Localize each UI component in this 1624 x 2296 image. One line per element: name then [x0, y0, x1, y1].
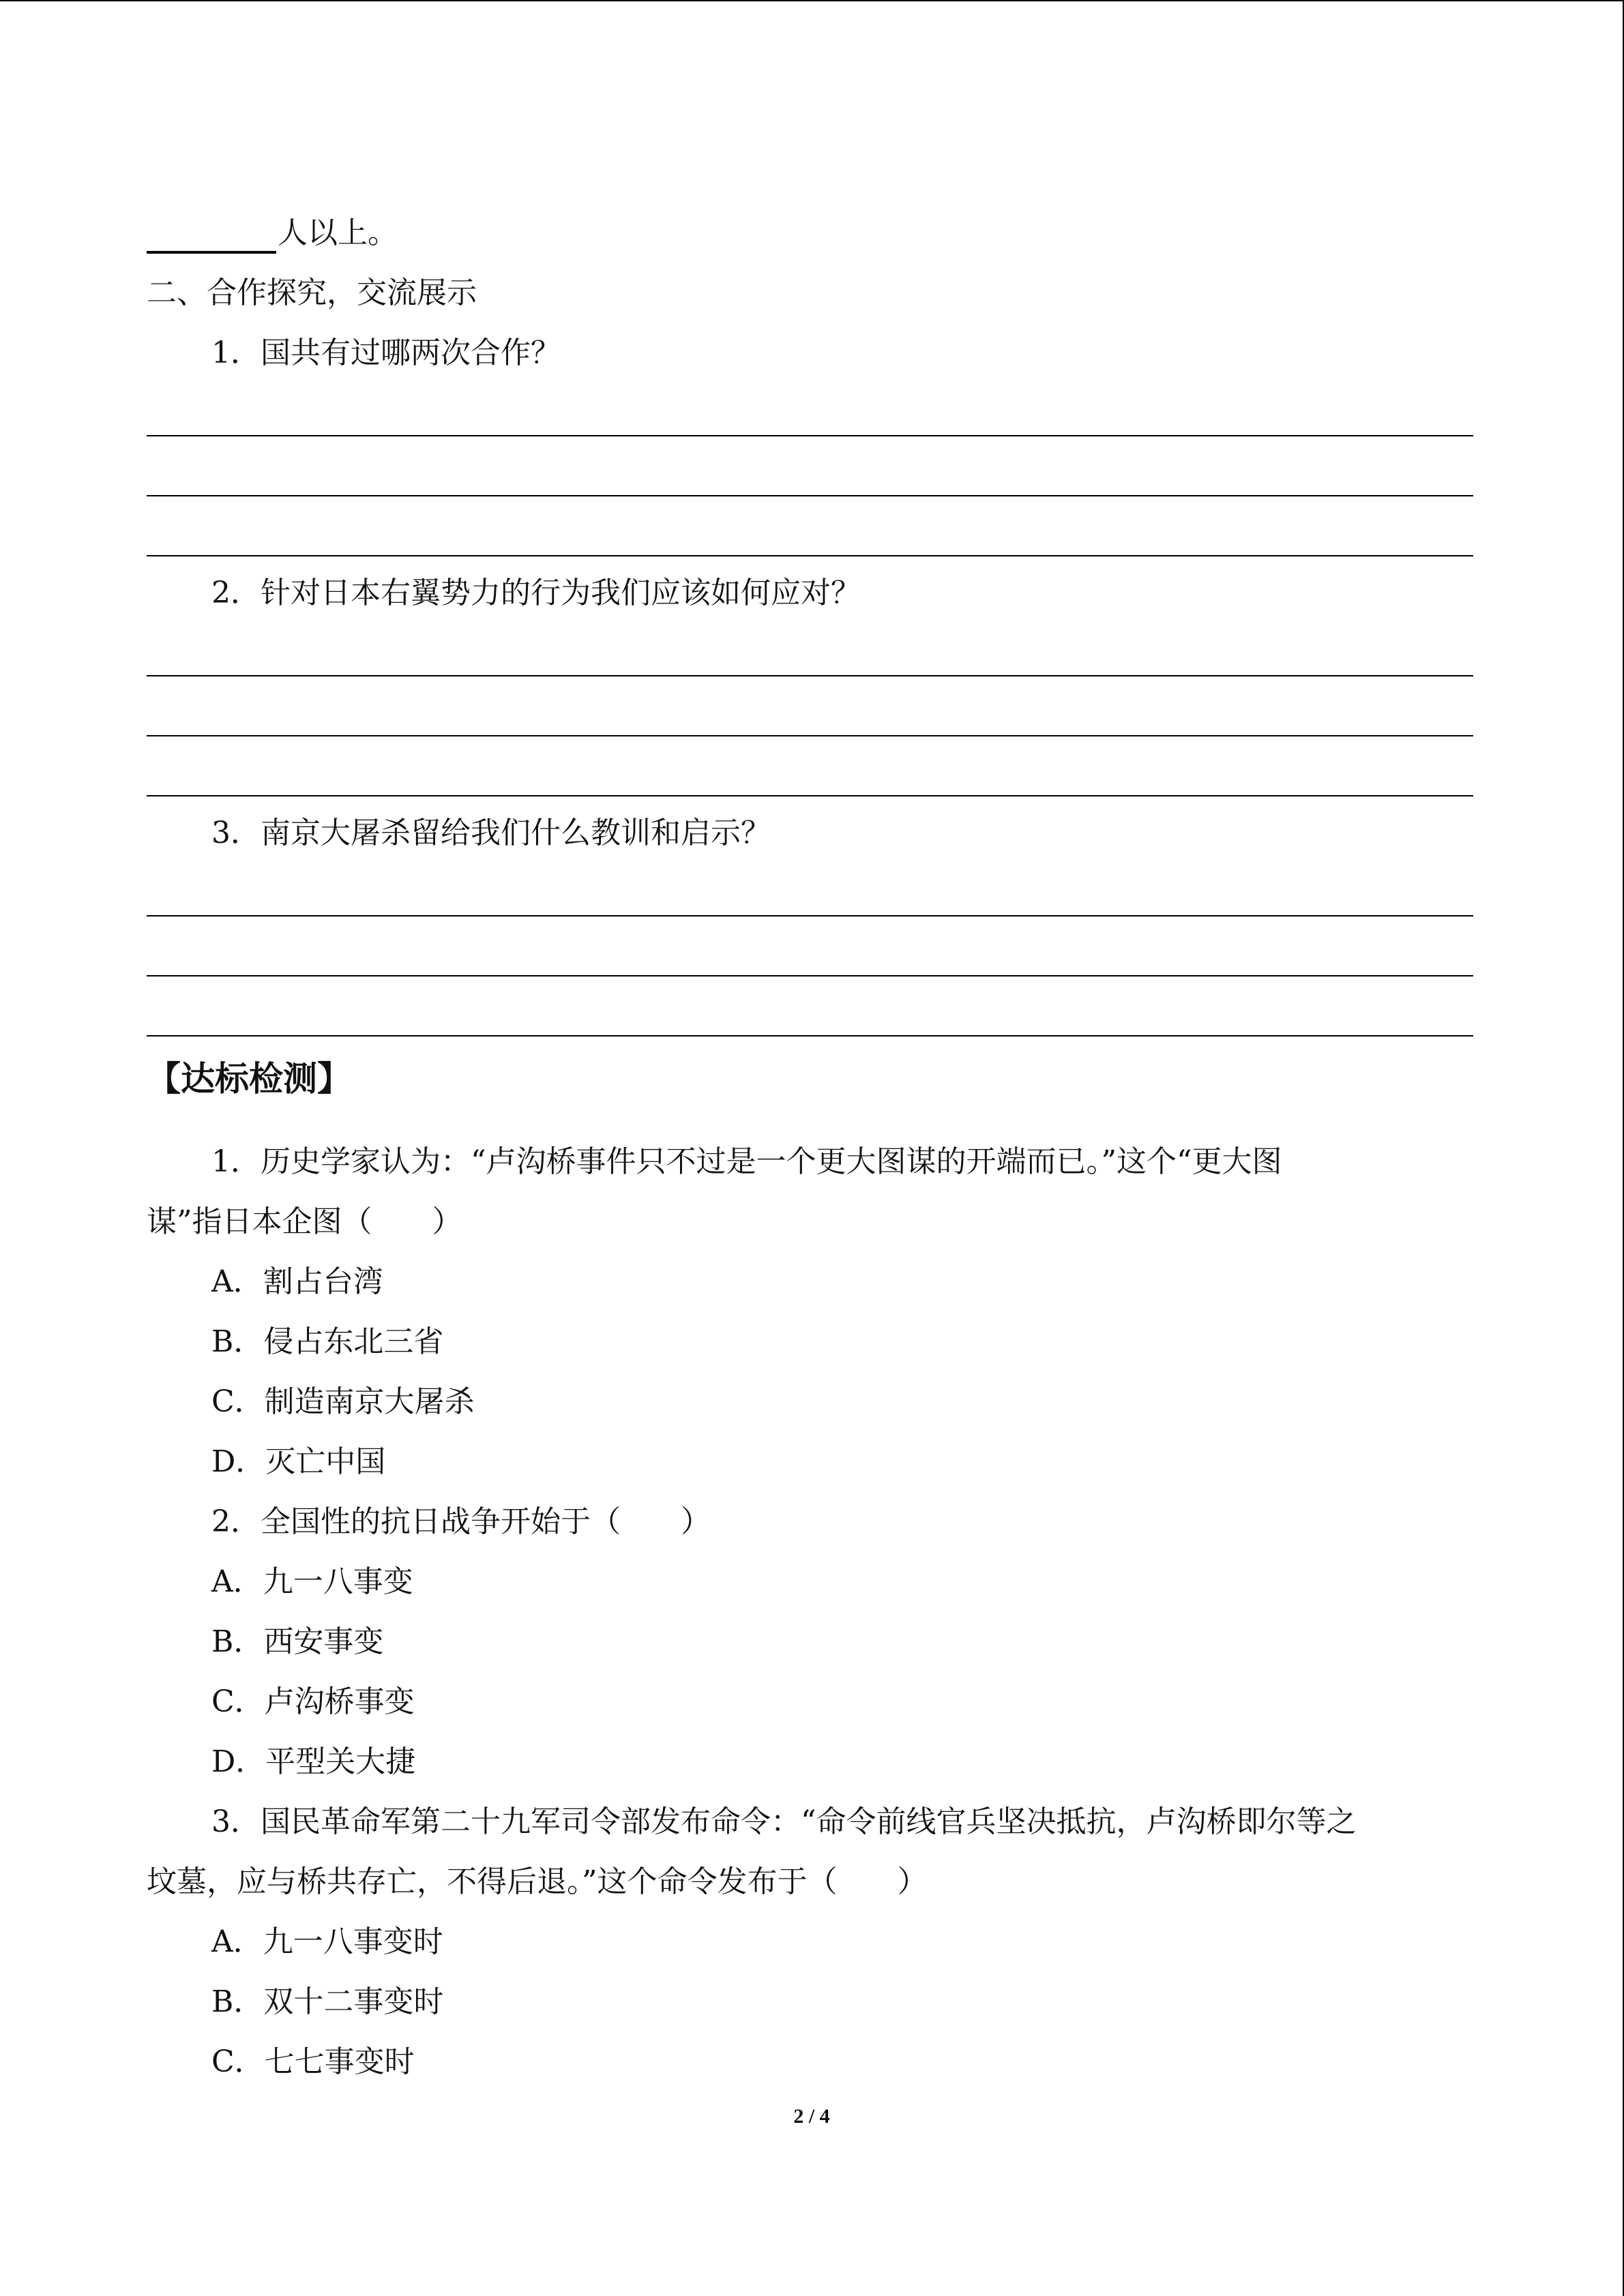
option-b[interactable]: B．西安事变: [211, 1624, 384, 1659]
answer-line[interactable]: [147, 675, 1473, 676]
test-question-3-cont: 坟墓，应与桥共存亡，不得后退。”这个命令发布于（ ）: [147, 1864, 928, 1899]
answer-line[interactable]: [147, 735, 1473, 736]
option-d[interactable]: D．灭亡中国: [211, 1444, 386, 1479]
test-question-2: 2．全国性的抗日战争开始于（ ）: [211, 1504, 711, 1539]
answer-line[interactable]: [147, 795, 1473, 796]
test-question-1-cont: 谋”指日本企图（ ）: [147, 1204, 462, 1239]
test-question-1: 1．历史学家认为：“卢沟桥事件只不过是一个更大图谋的开端而已。”这个“更大图: [211, 1144, 1282, 1179]
option-b[interactable]: B．侵占东北三省: [211, 1324, 444, 1359]
option-c[interactable]: C．卢沟桥事变: [211, 1684, 415, 1719]
test-question-3: 3．国民革命军第二十九军司令部发布命令：“命令前线官兵坚决抵抗，卢沟桥即尔等之: [211, 1804, 1357, 1839]
section-title: 二、合作探究，交流展示: [147, 275, 477, 310]
test-heading: 【达标检测】: [147, 1059, 351, 1099]
fill-blank-line: [147, 213, 398, 254]
fill-blank[interactable]: [147, 220, 276, 254]
page-number: 2 / 4: [793, 2105, 830, 2128]
answer-line[interactable]: [147, 975, 1473, 976]
answer-line[interactable]: [147, 435, 1473, 436]
option-d[interactable]: D．平型关大捷: [211, 1744, 416, 1779]
option-b[interactable]: B．双十二事变时: [211, 1984, 444, 2019]
answer-line[interactable]: [147, 495, 1473, 496]
discussion-question-3: 3．南京大屠杀留给我们什么教训和启示？: [211, 816, 771, 850]
option-c[interactable]: C．七七事变时: [211, 2044, 415, 2079]
option-a[interactable]: A．九一八事变: [211, 1564, 413, 1599]
option-a[interactable]: A．九一八事变时: [211, 1924, 443, 1959]
option-c[interactable]: C．制造南京大屠杀: [211, 1384, 475, 1419]
option-a[interactable]: A．割占台湾: [211, 1264, 383, 1299]
discussion-question-1: 1．国共有过哪两次合作？: [211, 336, 561, 370]
answer-line[interactable]: [147, 555, 1473, 556]
answer-line[interactable]: [147, 915, 1473, 916]
discussion-question-2: 2．针对日本右翼势力的行为我们应该如何应对？: [211, 576, 861, 610]
answer-line[interactable]: [147, 1035, 1473, 1037]
fill-blank-text: 人以上。: [278, 215, 398, 250]
